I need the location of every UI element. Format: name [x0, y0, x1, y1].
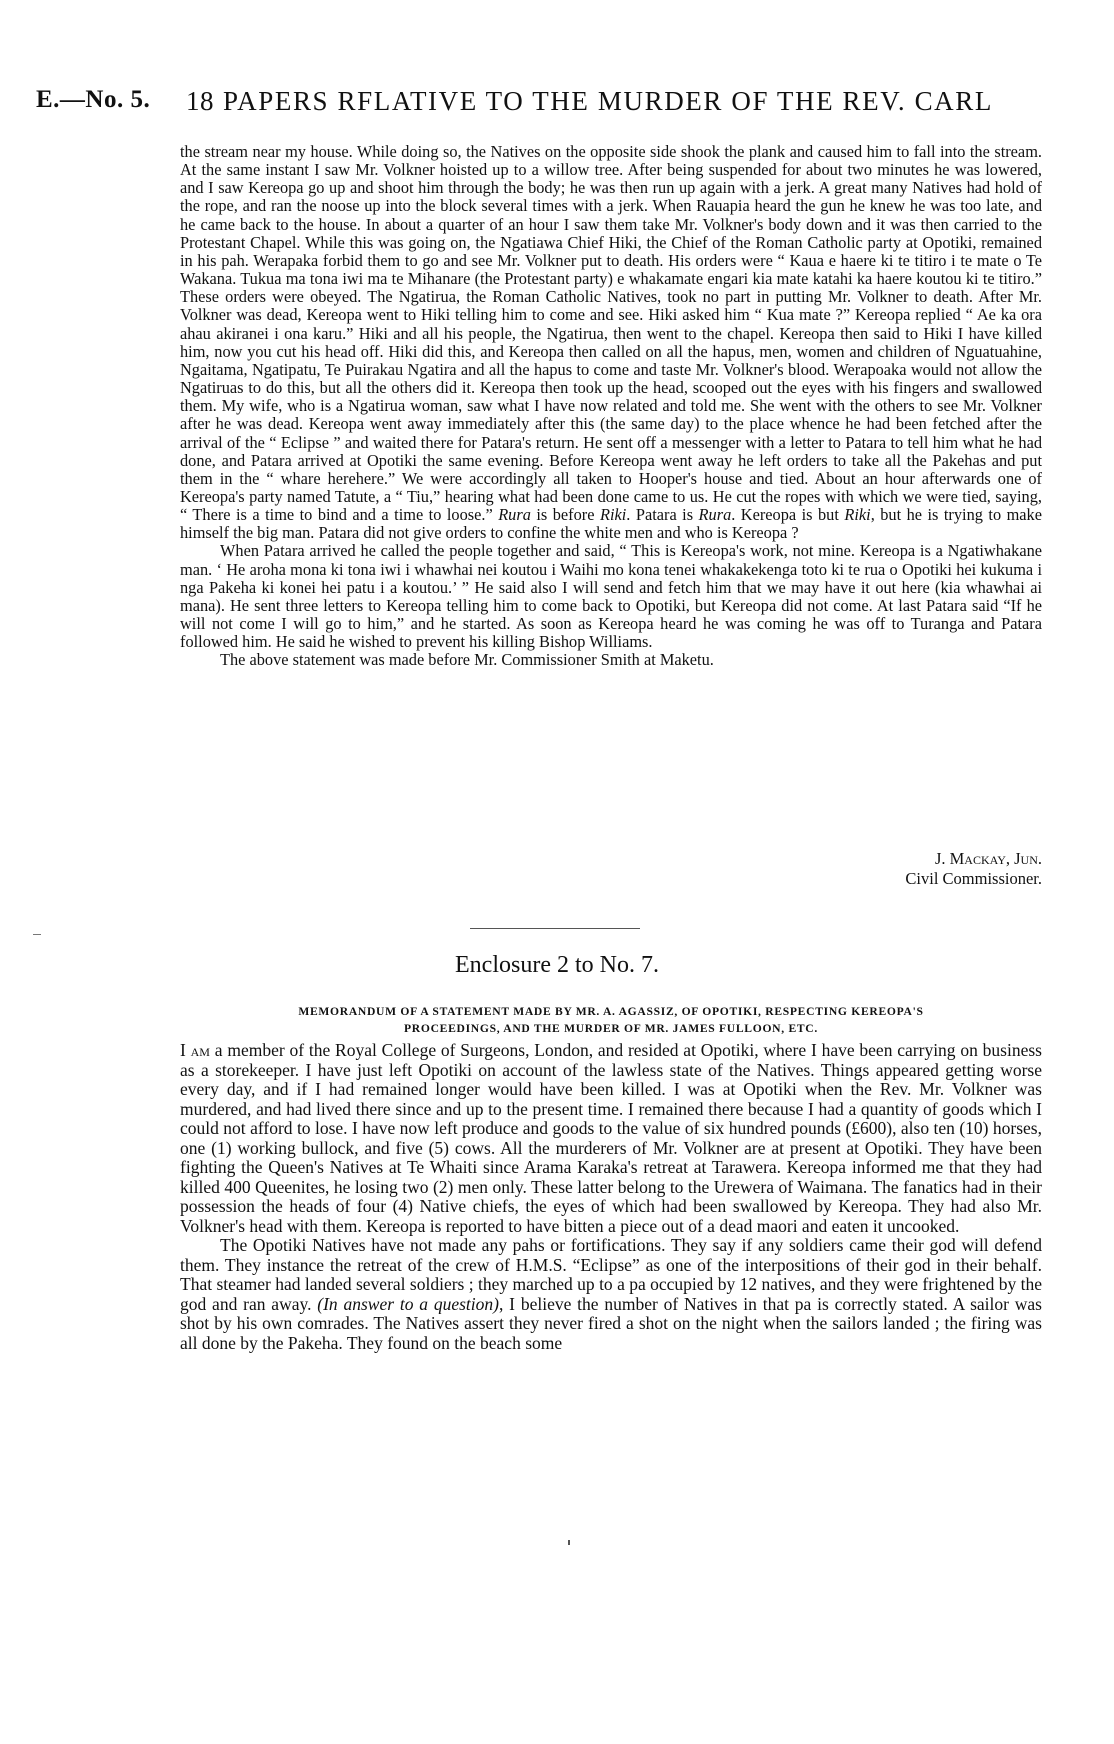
enclosure-paragraph-1-text: a member of the Royal College of Surgeons, London, and resided at Opotiki, where I have been carrying on business as a storekeeper. I have just left Opotiki on account of the lawless state of the Natives. Things appeared getting worse every day, and if I had remained longer would have been killed. I was at Opotiki when the Rev. Mr. Volkner was murdered, and had lived there since and up to the present time. I remained there because I had a quantity of goods which I could not afford to lose. I have now left produce and goods to the value of six hundred pounds (£600), also ten (10) horses, one (1) working bullock, and five (5) cows. All the murderers of Mr. Volkner are at present at Opotiki. They have been fighting the Queen's Natives at Te Whaiti since Arama Karaka's retreat at Tarawera. Kereopa informed me that they had killed 400 Queenites, he losing two (2) men only. These latter belong to the Urewera of Waimana. The fanatics had in their possession the heads of four (4) Native chiefs, the eyes of which had been swallowed by Kereopa. They had also Mr. Volkner's head with them. Kereopa is reported to have bitten a piece out of a dead maori and eaten it uncooked.: [180, 1040, 1042, 1236]
enclosure-paragraph-1: [180, 1041, 1042, 1236]
enclosure-paragraph-2-text: The Opotiki Natives have not made any pahs or fortifications. They say if any soldiers came their god will defend them. They instance the retreat of the crew of H.M.S. “Eclipse” as one of the interpositions of their god in their behalf. That steamer had landed several soldiers ; they marched up to a pa occupied by 12 natives, and they were frightened by the god and ran away.: [180, 1235, 1042, 1314]
text-run: . Patara is: [626, 505, 699, 525]
statement-paragraph-1: [180, 143, 1042, 542]
statement-body: [180, 143, 1042, 670]
enclosure-heading: Enclosure 2 to No. 7.: [455, 952, 659, 978]
statement-paragraph-3: The above statement was made before Mr. Commissioner Smith at Maketu.: [220, 650, 714, 670]
memorandum-heading: [180, 1003, 1042, 1037]
page-number: 18: [186, 86, 214, 116]
memorandum-heading-line-2: PROCEEDINGS, AND THE MURDER OF MR. JAMES FULLOON, ETC.: [404, 1022, 818, 1035]
statement-paragraph-1-text: the stream near my house. While doing so, the Natives on the opposite side shook the plank and caused him to fall into the stream. At the same instant I saw Mr. Volkner hoisted up to a willow tree. After being suspended for about two minutes he was lowered, and I saw Kereopa go up and shoot him through the body; he was then run up again with a jerk. A great many Natives had hold of the rope, and ran the noose up into the block several times with a jerk. When Rauapia heard the gun he knew he was too late, and he came back to the house. In about a quarter of an hour I saw them take Mr. Volkner's body down and it was then carried to the Protestant Chapel. While this was going on, the Ngatiawa Chief Hiki, the Chief of the Roman Catholic party at Opotiki, remained in his pah. Werapaka forbid them to go and see Mr. Volkner put to death. His orders were “ Kaua e haere ki te titiro i te mate o Te Wakana. Tukua ma tona iwi ma te Mihanare (the Protestant party) e whakamate engari kia mate katahi ka haere koutou ki te titiro.” These orders were obeyed. The Ngatirua, the Roman Catholic Natives, took no part in putting Mr. Volkner to death. After Mr. Volkner was dead, Kereopa went to Hiki telling him to come and see. Hiki asked him “ Kua mate ?” Kereopa replied “ Ae ka ora ahau akiranei i ona karu.” Hiki and all his people, the Ngatirua, then went to the chapel. Kereopa then said to Hiki I have killed him, now you cut his head off. Hiki did this, and Kereopa then called on all the hapus, men, women and children of Nguatuahine, Ngaitama, Ngatipatu, Te Puirakau Ngatira and all the hapus to come and taste Mr. Volkner's blood. Werapoaka would not allow the Ngatiruas to do this, but all the others did it. Kereopa then took up the head, scooped out the eyes with his fingers and swallowed them. My wife, who is a Ngatirua woman, saw what I have now related and told me. She went with the others to see Mr. Volkner after he was dead. Kereopa went away immediately after this (the same day) to the place whence he had been fetched after the arrival of the “ Eclipse ” and waited there for Patara's return. He sent off a messenger with a letter to Patara to tell him what he had done, and Patara arrived at Opotiki the same evening. Before Kereopa went away he left orders to take all the Pakehas and put them in the “ whare herehere.” We were accordingly all taken to Hooper's house and tied. About an hour afterwards one of Kereopa's party named Tatute, a “ Tiu,” hearing what had been done came to us. He cut the ropes with which we were tied, saying, “ There is a time to bind and a time to loose.”: [180, 142, 1042, 525]
italic-word: Rura: [498, 505, 531, 525]
lead-words: I am: [180, 1040, 210, 1060]
text-run: , but he is trying to make himself the big man. Patara did not give orders to confine the white men and who is Kereopa ?: [180, 505, 1042, 543]
signature-title: Civil Commissioner.: [905, 869, 1042, 888]
italic-word: Rura: [698, 505, 732, 525]
enclosure-paragraph-2-end: , I believe the number of Natives in that pa is correctly stated. A sailor was shot by his own comrades. The Natives assert they never fired a shot on the night when the sailors landed ; the firing was all done by the Pakeha. They found on the beach some: [180, 1293, 1042, 1353]
italic-aside: (In answer to a question): [317, 1293, 499, 1314]
text-run: is before: [530, 505, 600, 525]
section-divider: [470, 928, 640, 929]
enclosure-body: [180, 1041, 1042, 1353]
enclosure-paragraph-2: [180, 1236, 1042, 1353]
series-number: E.—No. 5.: [36, 86, 151, 113]
text-run: . Kereopa is but: [731, 505, 845, 525]
statement-paragraph-2: When Patara arrived he called the people together and said, “ This is Kereopa's work, not mine. Kereopa is a Ngatiwhakane man. ‘ He aroha mona ki tona iwi i whawhai nei koutou i Waihi mo kona tenei whakakekenga toto ki te rua o Opotiki hei kukuma i nga Pakeha ki konei hei patu i a koutou.’ ” He said also I will send and fetch him that we may have it out here (kia whawhai ai mana). He sent three letters to Kereopa telling him to come back to Opotiki, but Kereopa did not come. At last Patara said “If he will not come I will go to him,” and he started. As soon as Kereopa heard he was coming he was off to Turanga and Patara followed him. He said he wished to prevent his killing Bishop Williams.: [180, 541, 1042, 652]
running-title: PAPERS RFLATIVE TO THE MURDER OF THE REV. CARL: [223, 86, 993, 116]
page-header: [36, 86, 1076, 126]
italic-word: Riki: [844, 505, 871, 525]
margin-mark: [33, 934, 41, 935]
memorandum-heading-line-1: MEMORANDUM OF A STATEMENT MADE BY MR. A. AGASSIZ, OF OPOTIKI, RESPECTING KEREOPA'S: [298, 1005, 924, 1018]
signature-name: J. Mackay, Jun.: [934, 849, 1042, 868]
italic-word: Riki: [599, 505, 627, 525]
print-mark: [568, 1540, 570, 1545]
